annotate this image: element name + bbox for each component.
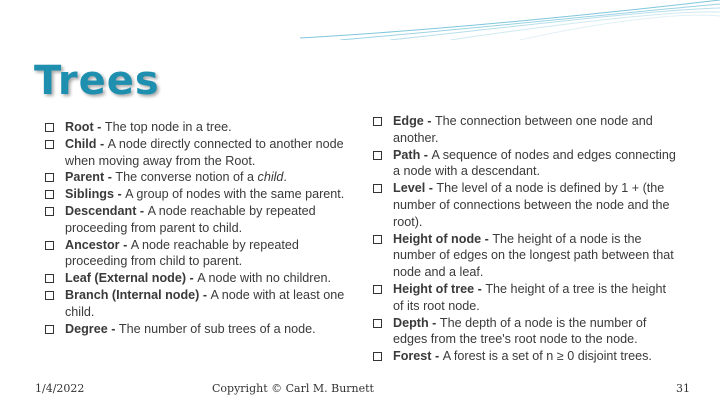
bullet-edge: Edge - The connection between one node and another. <box>373 113 678 147</box>
left-bullet-list <box>45 119 350 337</box>
bullet-path: Path - A sequence of nodes and edges connecting a node with a descendant. <box>373 147 678 181</box>
bullet-descendant: Descendant - A node reachable by repeated proceeding from parent to child. <box>45 203 350 237</box>
bullet-branch: Branch (Internal node) - A node with at least one child. <box>45 287 350 321</box>
footer-copyright: Copyright © Carl M. Burnett <box>212 382 374 395</box>
bullet-leaf: Leaf (External node) - A node with no children. <box>45 270 350 287</box>
checkbox-bullet-icon <box>45 325 54 334</box>
bullet-level: Level - The level of a node is defined by 1 + (the number of connections between the node and the root). <box>373 180 678 230</box>
bullet-depth: Depth - The depth of a node is the number of edges from the tree's root node to the node. <box>373 315 678 349</box>
checkbox-bullet-icon <box>45 190 54 199</box>
checkbox-bullet-icon <box>45 241 54 250</box>
checkbox-bullet-icon <box>373 352 382 361</box>
bullet-forest: Forest - A forest is a set of n ≥ 0 disjoint trees. <box>373 348 678 365</box>
checkbox-bullet-icon <box>45 274 54 283</box>
checkbox-bullet-icon <box>373 285 382 294</box>
page-number: 31 <box>676 382 690 395</box>
right-bullet-list <box>373 113 678 365</box>
bullet-root: Root - The top node in a tree. <box>45 119 350 136</box>
checkbox-bullet-icon <box>45 291 54 300</box>
checkbox-bullet-icon <box>45 173 54 182</box>
decorative-swoosh-lines <box>300 0 720 40</box>
bullet-ancestor: Ancestor - A node reachable by repeated proceeding from child to parent. <box>45 237 350 271</box>
checkbox-bullet-icon <box>373 184 382 193</box>
checkbox-bullet-icon <box>373 117 382 126</box>
checkbox-bullet-icon <box>45 207 54 216</box>
bullet-degree: Degree - The number of sub trees of a node. <box>45 321 350 338</box>
checkbox-bullet-icon <box>45 123 54 132</box>
footer-date: 1/4/2022 <box>35 382 85 395</box>
bullet-child: Child - A node directly connected to another node when moving away from the Root. <box>45 136 350 170</box>
checkbox-bullet-icon <box>373 151 382 160</box>
checkbox-bullet-icon <box>373 319 382 328</box>
bullet-height-of-node: Height of node - The height of a node is the number of edges on the longest path between that node and a leaf. <box>373 231 678 281</box>
checkbox-bullet-icon <box>373 235 382 244</box>
bullet-height-of-tree: Height of tree - The height of a tree is the height of its root node. <box>373 281 678 315</box>
bullet-parent: Parent - The converse notion of a child. <box>45 169 350 186</box>
slide-title: Trees <box>34 58 160 104</box>
bullet-siblings: Siblings - A group of nodes with the same parent. <box>45 186 350 203</box>
checkbox-bullet-icon <box>45 140 54 149</box>
